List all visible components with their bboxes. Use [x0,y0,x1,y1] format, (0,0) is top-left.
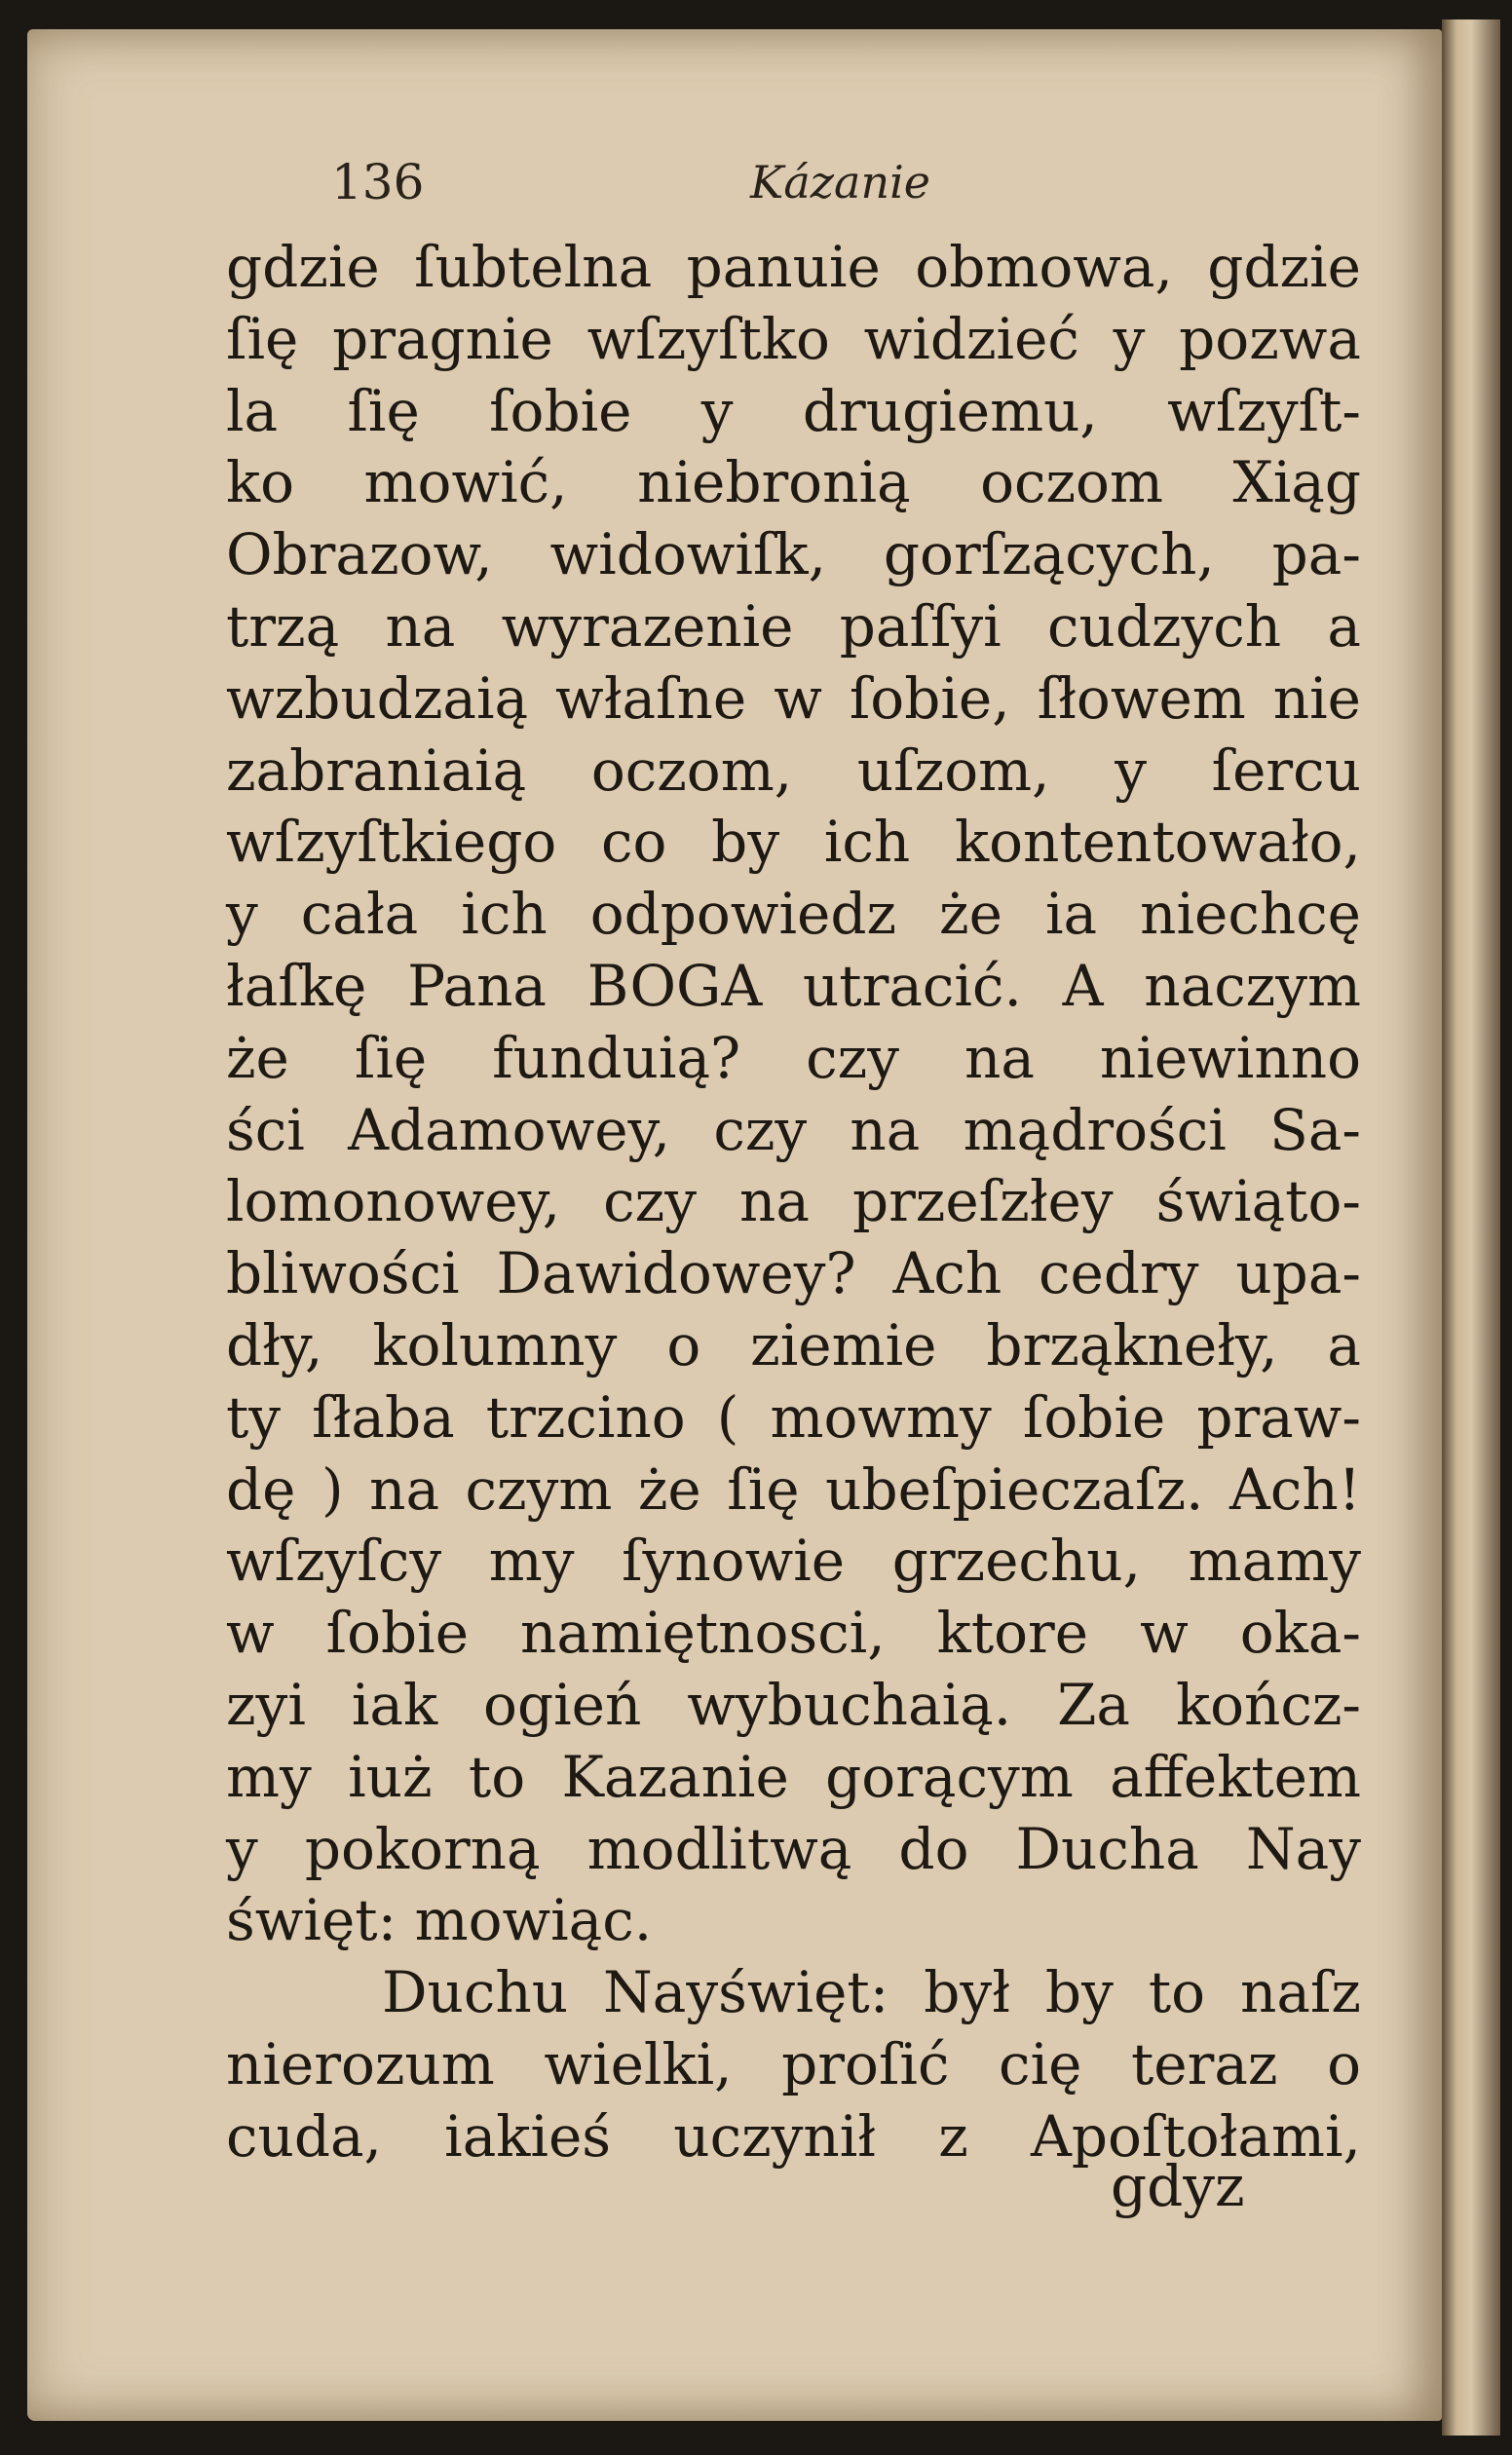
catchword: gdyz [1111,2153,1245,2219]
text-line: ko mowić, niebronią oczom Xiąg [226,449,1361,516]
text-line: nierozum wielki, proſić cię teraz o [226,2030,1361,2097]
text-line: wſzyſcy my ſynowie grzechu, mamy [226,1528,1361,1595]
text-line: łaſkę Pana BOGA utracić. A naczym [226,952,1361,1019]
page-header [331,154,1364,232]
body-text [226,232,1361,2173]
page-number: 136 [331,154,425,210]
book-gutter [1442,19,1500,2436]
text-line: trzą na wyrazenie paſſyi cudzych a [226,592,1361,660]
text-line: la ſię ſobie y drugiemu, wſzyſt- [226,377,1361,444]
running-head: Kázanie [750,156,931,208]
text-line: dę ) na czym że ſię ubeſpieczaſz. Ach! [226,1455,1361,1523]
text-line: wſzyſtkiego co by ich kontentowało, [226,809,1361,876]
text-line: bliwości Dawidowey? Ach cedry upa- [226,1240,1361,1307]
text-line: lomonowey, czy na przeſzłey świąto- [226,1168,1361,1235]
text-line: dły, kolumny o ziemie brząkneły, a [226,1311,1361,1379]
text-line: my iuż to Kazanie gorącym affektem [226,1743,1361,1810]
text-line: gdzie ſubtelna panuie obmowa, gdzie [226,234,1361,300]
text-line: zyi iak ogień wybuchaią. Za kończ- [226,1671,1361,1738]
text-line: ści Adamowey, czy na mądrości Sa- [226,1096,1361,1163]
text-line: wzbudzaią właſne w ſobie, ſłowem nie [226,664,1361,732]
text-line: Duchu Nayświęt: był by to naſz [382,1959,1361,2026]
text-line: y cała ich odpowiedz że ia niechcę [226,881,1361,948]
text-line: ſię pragnie wſzyſtko widzieć y pozwa [226,305,1361,372]
text-line: że ſię funduią? czy na niewinno [226,1024,1361,1091]
text-line: cuda, iakieś uczynił z Apoſtołami, [226,2102,1361,2170]
text-line: y pokorną modlitwą do Ducha Nay [226,1815,1361,1882]
text-line: ty ſłaba trzcino ( mowmy ſobie praw- [226,1383,1361,1451]
text-line: w ſobie namiętnosci, ktore w oka- [226,1600,1361,1667]
text-line: święt: mowiąc. [226,1887,653,1954]
text-line: Obrazow, widowiſk, gorſzących, pa- [226,521,1361,588]
text-line: zabraniaią oczom, uſzom, y ſercu [226,736,1361,804]
